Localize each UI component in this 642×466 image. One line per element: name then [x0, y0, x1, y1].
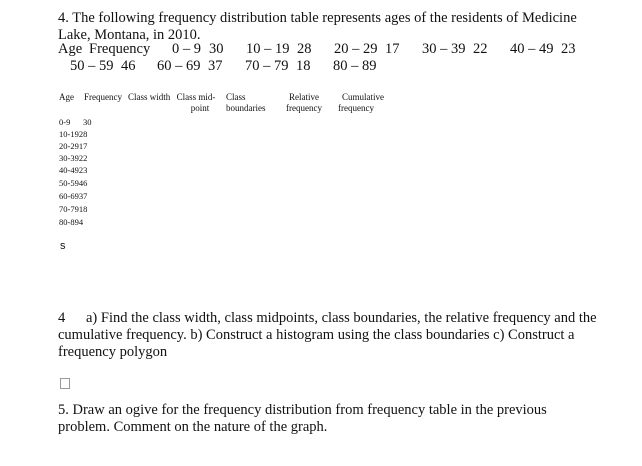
inline-freq: 46	[121, 58, 136, 74]
inline-header-age: Age	[58, 41, 83, 57]
problem-4-intro-line-2: Lake, Montana, in 2010.	[58, 27, 201, 43]
table-header-class-boundaries-line2: boundaries	[226, 103, 266, 113]
table-header-age: Age	[59, 92, 74, 102]
table-row	[59, 204, 87, 214]
inline-freq: 17	[385, 41, 400, 57]
inline-header-frequency: Frequency	[89, 41, 151, 57]
stray-mark: s	[60, 240, 66, 252]
table-cell-freq: 30	[83, 117, 92, 127]
table-header-class-midpoint-line1: Class mid-	[176, 92, 216, 102]
table-header-class-boundaries	[226, 92, 274, 114]
table-cell-freq: 17	[78, 141, 88, 151]
table-cell-range: 0-9	[59, 117, 71, 127]
inline-range: 10 – 19	[246, 41, 290, 57]
inline-range: 30 – 39	[422, 41, 466, 57]
table-row	[59, 117, 92, 127]
table-row	[59, 217, 83, 227]
table-row	[59, 129, 87, 139]
table-header-cumulative-frequency-line2: frequency	[338, 103, 374, 113]
table-cell-range: 20-29	[59, 141, 79, 151]
table-header-relative-frequency-line2: frequency	[286, 103, 322, 113]
table-cell-range: 40-49	[59, 165, 79, 175]
table-header-cumulative-frequency-line1: Cumulative	[342, 92, 384, 102]
inline-range: 60 – 69	[157, 58, 201, 74]
table-row	[59, 191, 87, 201]
question-4-text: a) Find the class width, class midpoints, class boundaries, the relative frequency and the cumulative frequency. b) Construct a histogram using the class boundaries c) Construct a frequency polygon	[58, 310, 597, 360]
table-cell-range: 60-69	[59, 191, 79, 201]
table-header-relative-frequency	[282, 92, 326, 114]
inline-range: 0 – 9	[172, 41, 201, 57]
table-cell-range: 70-79	[59, 204, 79, 214]
table-row	[59, 178, 87, 188]
table-cell-freq: 37	[78, 191, 88, 201]
inline-freq: 30	[209, 41, 224, 57]
table-row	[59, 165, 87, 175]
question-4	[58, 310, 598, 361]
table-cell-range: 50-59	[59, 178, 79, 188]
table-cell-range: 10-19	[59, 129, 79, 139]
table-header-class-width: Class width	[128, 92, 171, 102]
inline-freq: 28	[297, 41, 312, 57]
inline-freq: 22	[473, 41, 488, 57]
table-cell-freq: 23	[78, 165, 88, 175]
table-header-class-midpoint-line2: point	[190, 103, 210, 113]
table-cell-range: 80-89	[59, 217, 79, 227]
inline-range: 20 – 29	[334, 41, 378, 57]
table-header-frequency: Frequency	[84, 92, 122, 102]
table-header-relative-frequency-line1: Relative	[289, 92, 319, 102]
inline-freq: 18	[296, 58, 311, 74]
table-cell-freq: 46	[78, 178, 88, 188]
table-row	[59, 153, 87, 163]
table-header-cumulative-frequency	[338, 92, 388, 114]
question-5: 5. Draw an ogive for the frequency distribution from frequency table in the previous problem. Comment on the nature of the graph.	[58, 402, 547, 435]
problem-4-intro-line-1: 4. The following frequency distribution table represents ages of the residents of Medicine	[58, 10, 577, 26]
inline-range: 40 – 49	[510, 41, 554, 57]
inline-range: 70 – 79	[245, 58, 289, 74]
table-cell-freq: 4	[78, 217, 84, 227]
inline-freq: 37	[208, 58, 223, 74]
inline-range: 80 – 89	[333, 58, 377, 74]
table-header-class-boundaries-line1: Class	[226, 92, 246, 102]
table-row	[59, 141, 87, 151]
table-cell-freq: 18	[78, 204, 88, 214]
question-4-number: 4	[58, 310, 66, 326]
inline-freq: 23	[561, 41, 576, 57]
placeholder-box	[60, 378, 70, 389]
inline-range: 50 – 59	[70, 58, 114, 74]
table-cell-freq: 28	[78, 129, 88, 139]
table-header-class-midpoint	[174, 92, 218, 114]
table-cell-range: 30-39	[59, 153, 79, 163]
table-cell-freq: 22	[78, 153, 88, 163]
